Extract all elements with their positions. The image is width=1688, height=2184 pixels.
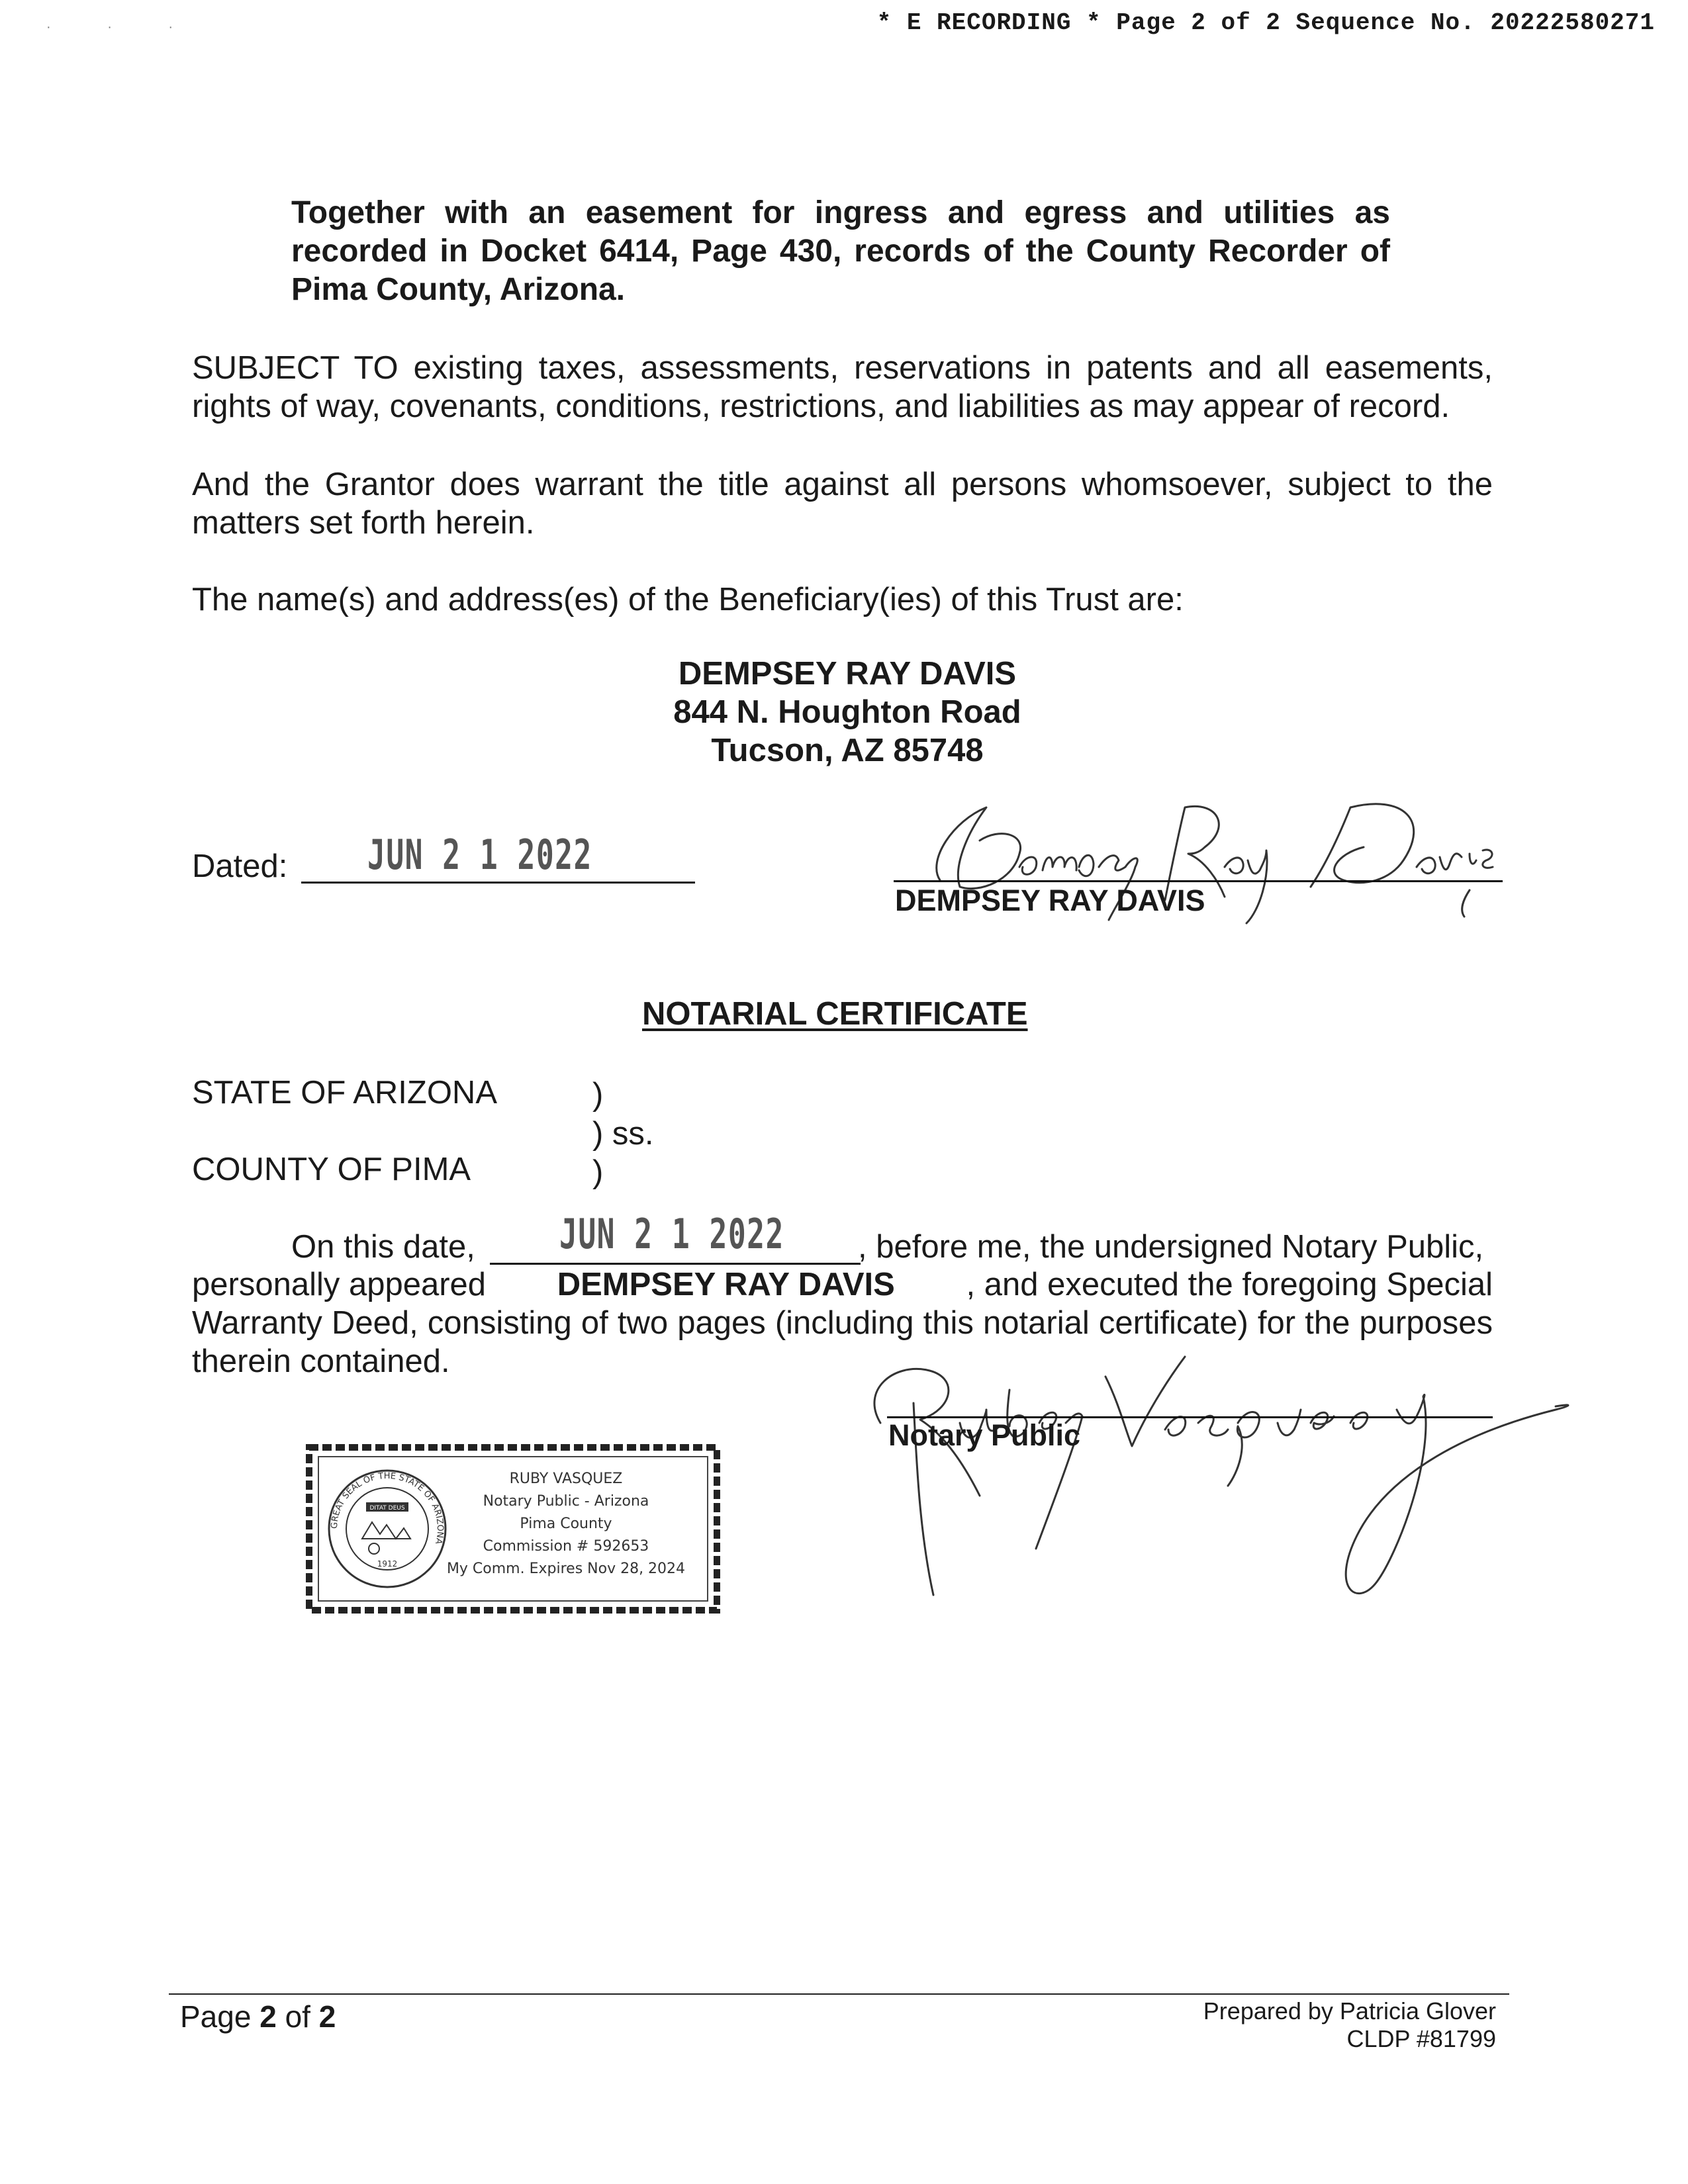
executed-text: , and executed the foregoing Special [966,1267,1493,1302]
seal-ring-text: GREAT SEAL OF THE STATE OF ARIZONA [329,1471,445,1545]
dated-label: Dated: [192,848,288,884]
beneficiary-block [583,655,1112,770]
page-of: of [276,1999,319,2034]
preparer-license: CLDP #81799 [1346,2025,1496,2052]
prepared-by: Prepared by Patricia Glover [1203,1997,1496,2025]
personally-appeared-text: personally appeared [192,1267,487,1302]
preparer-block [1059,1997,1496,2053]
notary-paragraph-rest: Warranty Deed, consisting of two pages (including this notarial certificate) for the purposes therein contained. [192,1305,1493,1379]
page-total: 2 [318,1999,336,2034]
venue-paren-3: ) [592,1154,604,1190]
notary-public-label: Notary Public [888,1418,1081,1452]
seal-notary-title: Notary Public - Arizona [483,1493,649,1510]
venue-state: STATE OF ARIZONA [192,1075,498,1111]
seal-expiration: My Comm. Expires Nov 28, 2024 [446,1561,686,1577]
easement-paragraph: Together with an easement for ingress and egress and utilities as recorded in Docket 6414, Page 430, records of the County Recorder of Pima County, Arizona. [291,195,1390,307]
page-current: 2 [259,1999,277,2034]
dated-stamp: JUN 2 1 2022 [367,831,592,879]
venue-county: COUNTY OF PIMA [192,1152,471,1187]
before-me-text: , before me, the undersigned Notary Public, [858,1229,1484,1265]
beneficiary-address-line1: 844 N. Houghton Road [673,694,1021,730]
notary-seal-stamp [301,1439,725,1618]
beneficiary-name: DEMPSEY RAY DAVIS [678,656,1017,692]
footer-rule [169,1993,1509,1995]
beneficiary-intro: The name(s) and address(es) of the Beneficiary(ies) of this Trust are: [192,582,1184,617]
recording-header: * E RECORDING * Page 2 of 2 Sequence No. 20222580271 [876,9,1655,36]
appeared-name: DEMPSEY RAY DAVIS [557,1267,895,1302]
seal-commission: Commission # 592653 [483,1538,649,1555]
subject-to-paragraph: SUBJECT TO existing taxes, assessments, reservations in patents and all easements, rights of way, covenants, conditions, restrictions, and liabilities as may appear of record. [192,350,1493,424]
on-this-date-text: On this date, [291,1229,475,1265]
notary-date-stamp: JUN 2 1 2022 [559,1210,784,1258]
notarial-certificate-title: NOTARIAL CERTIFICATE [642,996,1028,1032]
warranty-paragraph: And the Grantor does warrant the title against all persons whomsoever, subject to the matters set forth herein. [192,467,1493,541]
seal-county: Pima County [520,1516,612,1532]
venue-ss: ) ss. [592,1116,654,1152]
appeared-line [192,1265,1493,1304]
venue-paren-1: ) [592,1077,604,1113]
grantor-printed-name: DEMPSEY RAY DAVIS [895,884,1205,917]
notary-date-underline [490,1263,861,1265]
seal-motto: DITAT DEUS [369,1505,405,1512]
beneficiary-address-line2: Tucson, AZ 85748 [711,733,984,768]
seal-notary-name: RUBY VASQUEZ [509,1471,623,1487]
page-prefix: Page [180,1999,260,2034]
page-number [180,1999,336,2034]
notary-signature [854,1337,1582,1615]
scan-specks: · · · [46,20,200,34]
dated-underline [301,882,695,884]
seal-year: 1912 [377,1559,398,1569]
